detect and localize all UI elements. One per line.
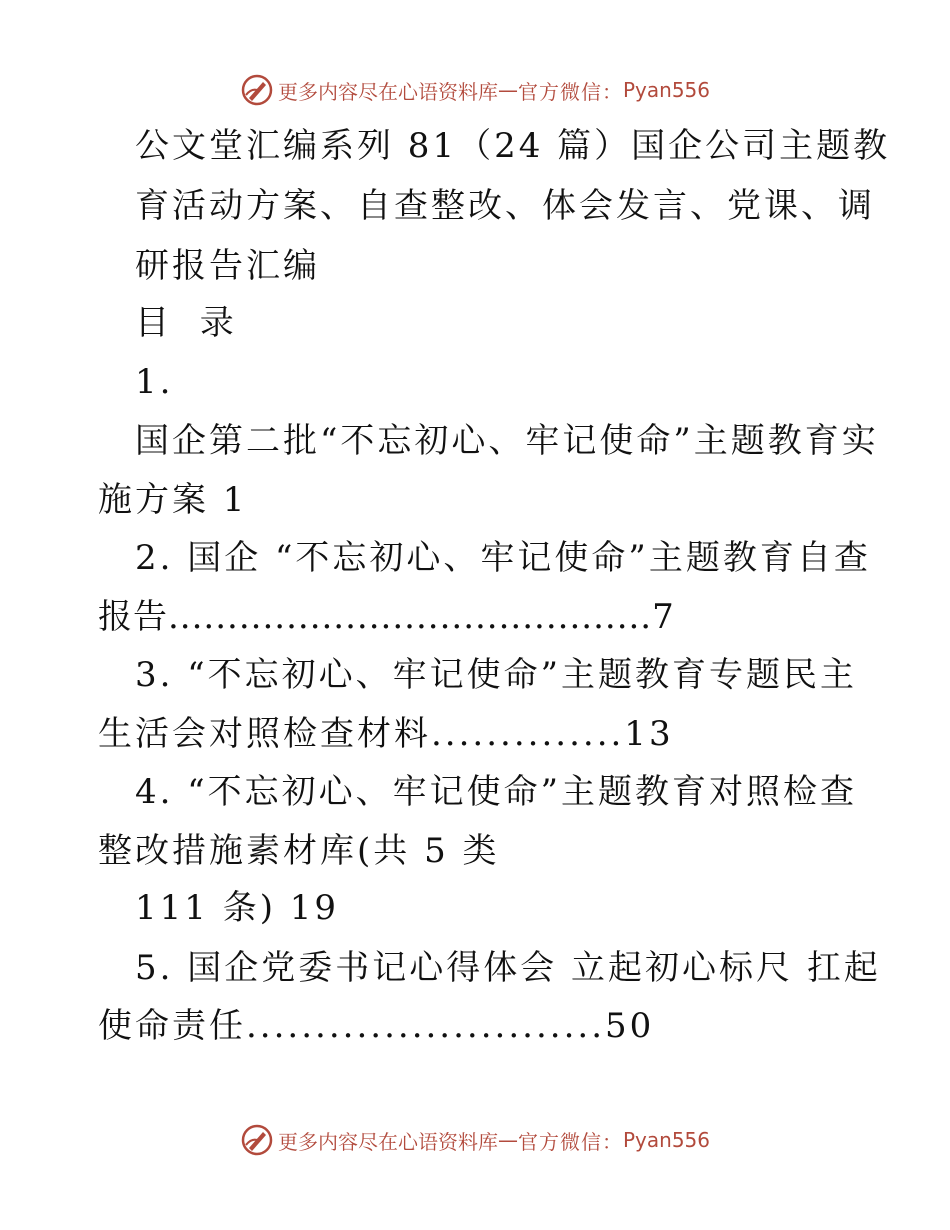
- toc-item-3-line-2: 生活会对照检查材料..............13: [98, 714, 674, 754]
- toc-item-5-line-2: 使命责任..........................50: [98, 1006, 655, 1046]
- doc-title-line-2: 育活动方案、自查整改、体会发言、党课、调: [135, 186, 875, 226]
- toc-item-1-line-2: 施方案 1: [98, 480, 248, 520]
- toc-item-2-line-1: 2. 国企 “不忘初心、牢记使命”主题教育自查: [135, 538, 871, 578]
- footer-watermark: [0, 1120, 950, 1160]
- doc-title-line-1: 公文堂汇编系列 81（24 篇）国企公司主题教: [135, 126, 891, 166]
- watermark-sub-text: 官方微信：: [517, 1129, 623, 1154]
- watermark-main-text: 更多内容尽在心语资料库: [277, 79, 498, 104]
- watermark-dash: —: [497, 1128, 518, 1152]
- watermark-sub-text: 官方微信：: [517, 79, 623, 104]
- toc-item-1-number: 1.: [135, 362, 174, 402]
- watermark-id: Pyan556: [622, 1128, 710, 1152]
- toc-item-4-line-1: 4. “不忘初心、牢记使命”主题教育对照检查: [135, 772, 858, 812]
- watermark-id: Pyan556: [622, 78, 710, 102]
- watermark-dash: —: [497, 78, 518, 102]
- toc-item-5-line-1: 5. 国企党委书记心得体会 立起初心标尺 扛起: [135, 948, 881, 988]
- toc-item-4-line-3: 111 条) 19: [135, 888, 340, 928]
- doc-title-line-3: 研报告汇编: [135, 246, 320, 286]
- toc-item-1-line-1: 国企第二批“不忘初心、牢记使命”主题教育实: [135, 421, 879, 461]
- pen-logo-icon: [240, 73, 274, 107]
- watermark-main-text: 更多内容尽在心语资料库: [277, 1129, 498, 1154]
- toc-item-4-line-2: 整改措施素材库(共 5 类: [98, 831, 500, 871]
- toc-item-2-line-2: 报告.........................................7: [98, 597, 675, 637]
- toc-item-3-line-1: 3. “不忘初心、牢记使命”主题教育专题民主: [135, 655, 858, 695]
- pen-logo-icon: [240, 1123, 274, 1157]
- toc-heading: 目 录: [135, 303, 244, 343]
- header-watermark: [0, 70, 950, 110]
